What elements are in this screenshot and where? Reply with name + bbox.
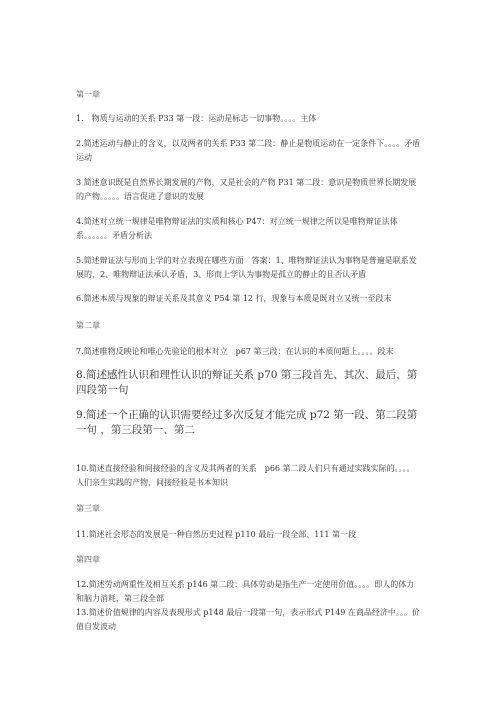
chapter-1-heading: 第一章	[76, 90, 100, 99]
question-12: 12.简述劳动两重性及相互关系 p146 第二段：具体劳动是指生产一定使用价值。。。。即人的体力和脑力消耗，第三段全部	[76, 580, 415, 603]
question-4: 4.简述对立统一规律是唯物辩证法的实质和核心 P47：对立统一规律之所以是唯物辩证法体系。。。。。。矛盾分析法	[76, 217, 398, 240]
question-13: 13.简述价值规律的内容及表现形式 p148 最后一段第一句，表示形式 P149 在商品经济中。。。价值自发波动	[76, 608, 420, 631]
chapter-2-heading: 第二章	[76, 321, 100, 330]
chapter-3-heading: 第三章	[76, 504, 100, 513]
question-9: 9.简述一个正确的认识需要经过多次反复才能完成 p72 第一段、第二段第一句 ，第三段第一、第二	[76, 409, 418, 436]
question-10: 10.简述直接经验和间接经验的含义及其两者的关系 p66 第二段人们只有通过实践实际的。。。。人们亲生实践的产物，间接经验是书本知识	[76, 464, 415, 487]
question-11: 11.简述社会形态的发展是一种自然历史过程 p110 最后一段全部、111 第一段	[76, 530, 357, 539]
question-5: 5.简述辩证法与形而上学的对立表现在哪些方面 答案：1、唯物辩证法认为事物是普遍是联系发展的，2、唯物辩证法承认矛盾，3、形而上学认为事物是孤立的静止的且否认矛盾	[76, 256, 417, 279]
question-3: 3 简述意识既是自然界长期发展的产物，又是社会的产物 P31 第二段：意识是物质世界长期发展的产物。。。。。语言促进了意识的发展	[76, 178, 417, 201]
question-2: 2.简述运动与静止的含义，以及两者的关系 P33 第二段：静止是物质运动在一定条件下。。。。矛盾运动	[76, 139, 421, 162]
question-6: 6.简述本质与现象的辩证关系及其意义 P54 第 12 行，现象与本质是既对立又统一至段末	[76, 294, 392, 303]
question-7: 7.简述唯物反映论和唯心先验论的根本对立 p67 第三段：在认识的本质问题上。。。。段末	[76, 347, 394, 356]
chapter-4-heading: 第四章	[76, 555, 100, 564]
question-1: 1. 物质与运动的关系 P33 第一段：运动是标志一切事物。。。。主体	[76, 114, 317, 123]
question-8: 8.简述感性认识和理性认识的辩证关系 p70 第三段首先、其次、最后，第四段第一句	[76, 369, 418, 396]
